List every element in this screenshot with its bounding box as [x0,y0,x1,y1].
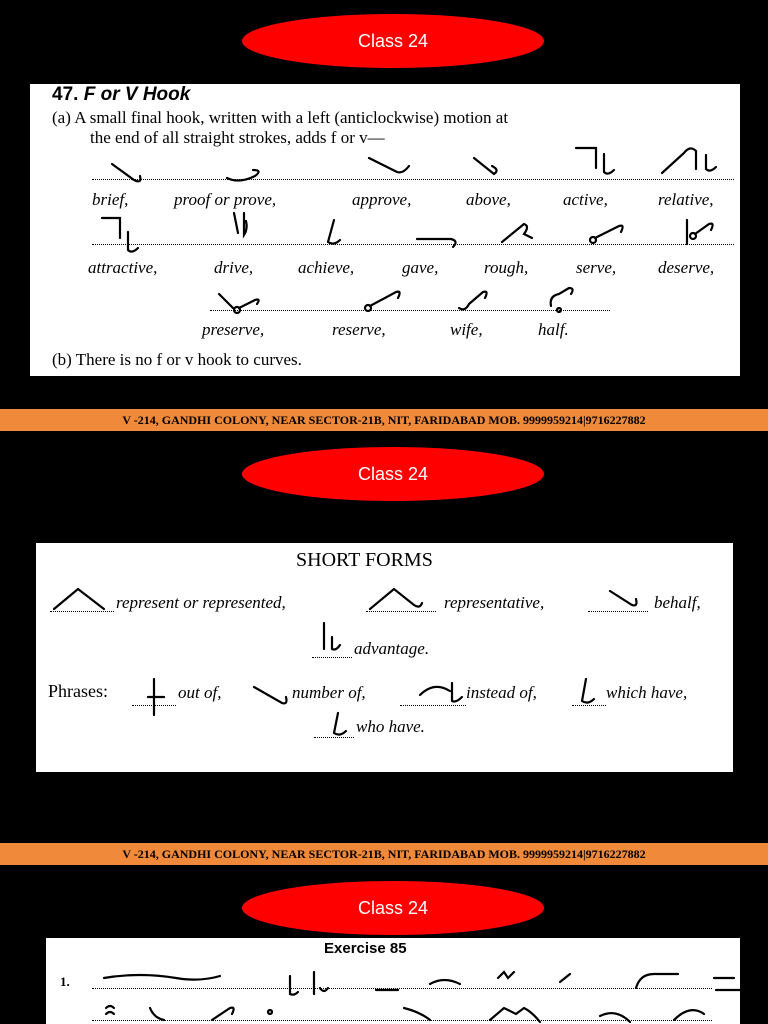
shorthand-serve [585,220,635,250]
sf-which-have: which have, [606,683,688,702]
word-brief: brief, [92,190,129,209]
word-half: half. [538,320,569,339]
word-deserve: deserve, [658,258,715,277]
para-b: (b) There is no f or v hook to curves. [52,350,302,369]
shorthand-half [545,284,585,316]
shorthand-rough [498,220,538,250]
shorthand-achieve [320,216,350,251]
short-forms-title: SHORT FORMS [296,549,433,571]
outline-baseline [312,657,352,658]
shorthand-brief [110,162,150,187]
outline-baseline [314,737,354,738]
footer-address-band-2: V -214, GANDHI COLONY, NEAR SECTOR-21B, NIT, FARIDABAD MOB. 9999959214|9716227882 [0,843,768,865]
para-a-text1: A small final hook, written with a left (anticlockwise) motion at [74,108,509,127]
word-approve: approve, [352,190,412,209]
shorthand-instead-of [418,677,466,707]
shorthand-wife [455,286,495,316]
shorthand-relative [660,139,730,179]
sf-who-have: who have. [356,717,425,736]
shorthand-advantage [318,621,348,655]
exercise-item-number: 1. [60,974,70,989]
shorthand-represent [52,587,112,613]
footer-address-band-1: V -214, GANDHI COLONY, NEAR SECTOR-21B, NIT, FARIDABAD MOB. 9999959214|9716227882 [0,409,768,431]
word-serve: serve, [576,258,617,277]
outline-baseline [92,179,734,180]
shorthand-reserve [360,286,410,316]
shorthand-number-of [250,683,292,709]
word-above: above, [466,190,511,209]
word-drive: drive, [214,258,254,277]
sf-instead-of: instead of, [466,683,537,702]
outline-baseline [588,611,648,612]
word-preserve: preserve, [202,320,265,339]
word-proof: proof or prove, [174,190,277,209]
shorthand-active [570,144,620,179]
short-forms-panel [36,543,733,772]
word-attractive: attractive, [88,258,158,277]
outline-baseline [400,705,466,706]
exercise-shorthand-outlines [100,968,720,1024]
word-wife: wife, [450,320,483,339]
outline-baseline [366,611,436,612]
f-v-hook-panel [30,84,740,376]
word-achieve: achieve, [298,258,355,277]
sf-represent: represent or represented, [116,593,286,612]
sf-out-of: out of, [178,683,222,702]
outline-baseline [92,244,734,245]
shorthand-attractive [98,212,148,257]
word-gave: gave, [402,258,439,277]
sf-advantage: advantage. [354,639,430,658]
section-heading [52,84,190,106]
outline-baseline [572,705,606,706]
sf-number-of: number of, [292,683,366,702]
sf-representative: representative, [444,593,545,612]
exercise-title: Exercise 85 [324,940,407,957]
para-a-line2: the end of all straight strokes, adds f or v— [90,128,385,147]
section-title: F or V Hook [83,84,191,105]
word-active: active, [563,190,608,209]
para-a-line1 [52,108,508,128]
class-title-badge-1: Class 24 [242,14,544,68]
outline-baseline [50,611,114,612]
exercise-panel [46,938,740,1024]
sf-behalf: behalf, [654,593,701,612]
shorthand-gave [415,229,465,254]
shorthand-who-have [326,711,356,739]
class-title-badge-3: Class 24 [242,881,544,935]
shorthand-representative [368,587,428,613]
word-reserve: reserve, [332,320,386,339]
shorthand-out-of [144,677,174,721]
shorthand-which-have [576,677,606,707]
word-rough: rough, [484,258,529,277]
shorthand-approve [367,154,417,179]
section-number: 47. [52,84,79,105]
shorthand-behalf [606,587,646,613]
class-title-badge-2: Class 24 [242,447,544,501]
shorthand-drive [228,209,258,244]
shorthand-deserve [675,216,725,251]
shorthand-proof [225,164,270,189]
para-a-label: (a) [52,108,71,127]
word-relative: relative, [658,190,714,209]
phrases-label: Phrases: [48,681,108,701]
outline-baseline [132,705,176,706]
shorthand-above [470,154,505,179]
shorthand-preserve [215,290,275,318]
